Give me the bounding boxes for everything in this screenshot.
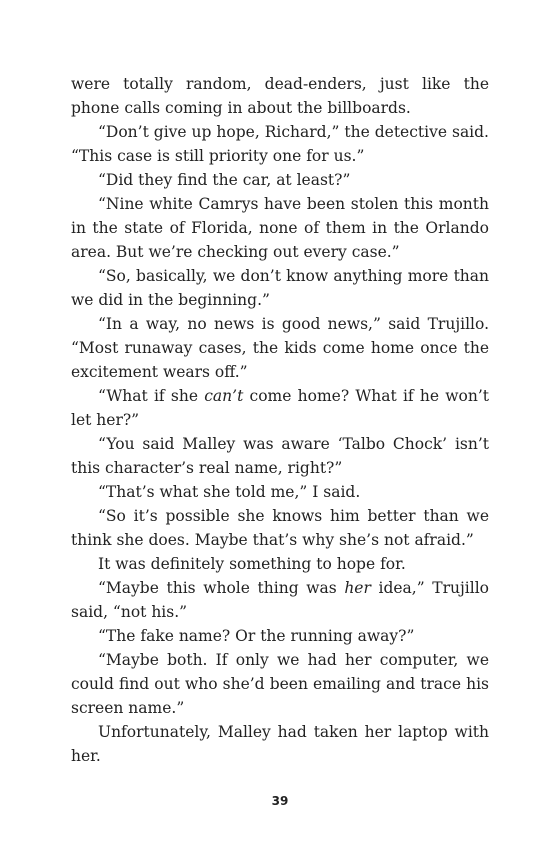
paragraph-11: It was definitely something to hope for.	[98, 555, 406, 573]
paragraph-7-italic: can’t	[204, 387, 244, 405]
paragraph-7-after: come home? What if he won’t let her?”	[71, 387, 489, 429]
paragraph-7	[71, 384, 489, 432]
paragraph-2: “Don’t give up hope, Richard,” the detective said. “This case is still priority one for us.”	[71, 123, 489, 165]
paragraph-9: “That’s what she told me,” I said.	[98, 483, 361, 501]
body-text	[71, 72, 489, 768]
paragraph-12-italic: her	[344, 579, 371, 597]
paragraph-12	[71, 576, 489, 624]
paragraph-8: “You said Malley was aware ‘Talbo Chock’ isn’t this character’s real name, right?”	[71, 435, 489, 477]
paragraph-6: “In a way, no news is good news,” said Trujillo. “Most runaway cases, the kids come home once the excitement wears off.”	[71, 315, 489, 381]
paragraph-1: were totally random, dead-enders, just like the phone calls coming in about the billboards.	[71, 75, 489, 117]
paragraph-5: “So, basically, we don’t know anything more than we did in the beginning.”	[71, 267, 489, 309]
paragraph-12-after: idea,” Trujillo said, “not his.”	[71, 579, 489, 621]
page-number: 39	[271, 794, 289, 808]
paragraph-4: “Nine white Camrys have been stolen this month in the state of Florida, none of them in the Orlando area. But we’re checking out every case.”	[71, 195, 489, 261]
paragraph-14: “Maybe both. If only we had her computer, we could find out who she’d been emailing and trace his screen name.”	[71, 651, 489, 717]
paragraph-3: “Did they find the car, at least?”	[98, 171, 351, 189]
paragraph-15: Unfortunately, Malley had taken her laptop with her.	[71, 723, 489, 765]
paragraph-7-before: “What if she	[98, 387, 205, 405]
paragraph-10: “So it’s possible she knows him better than we think she does. Maybe that’s why she’s not afraid.”	[71, 507, 489, 549]
paragraph-12-before: “Maybe this whole thing was	[98, 579, 345, 597]
paragraph-13: “The fake name? Or the running away?”	[98, 627, 415, 645]
